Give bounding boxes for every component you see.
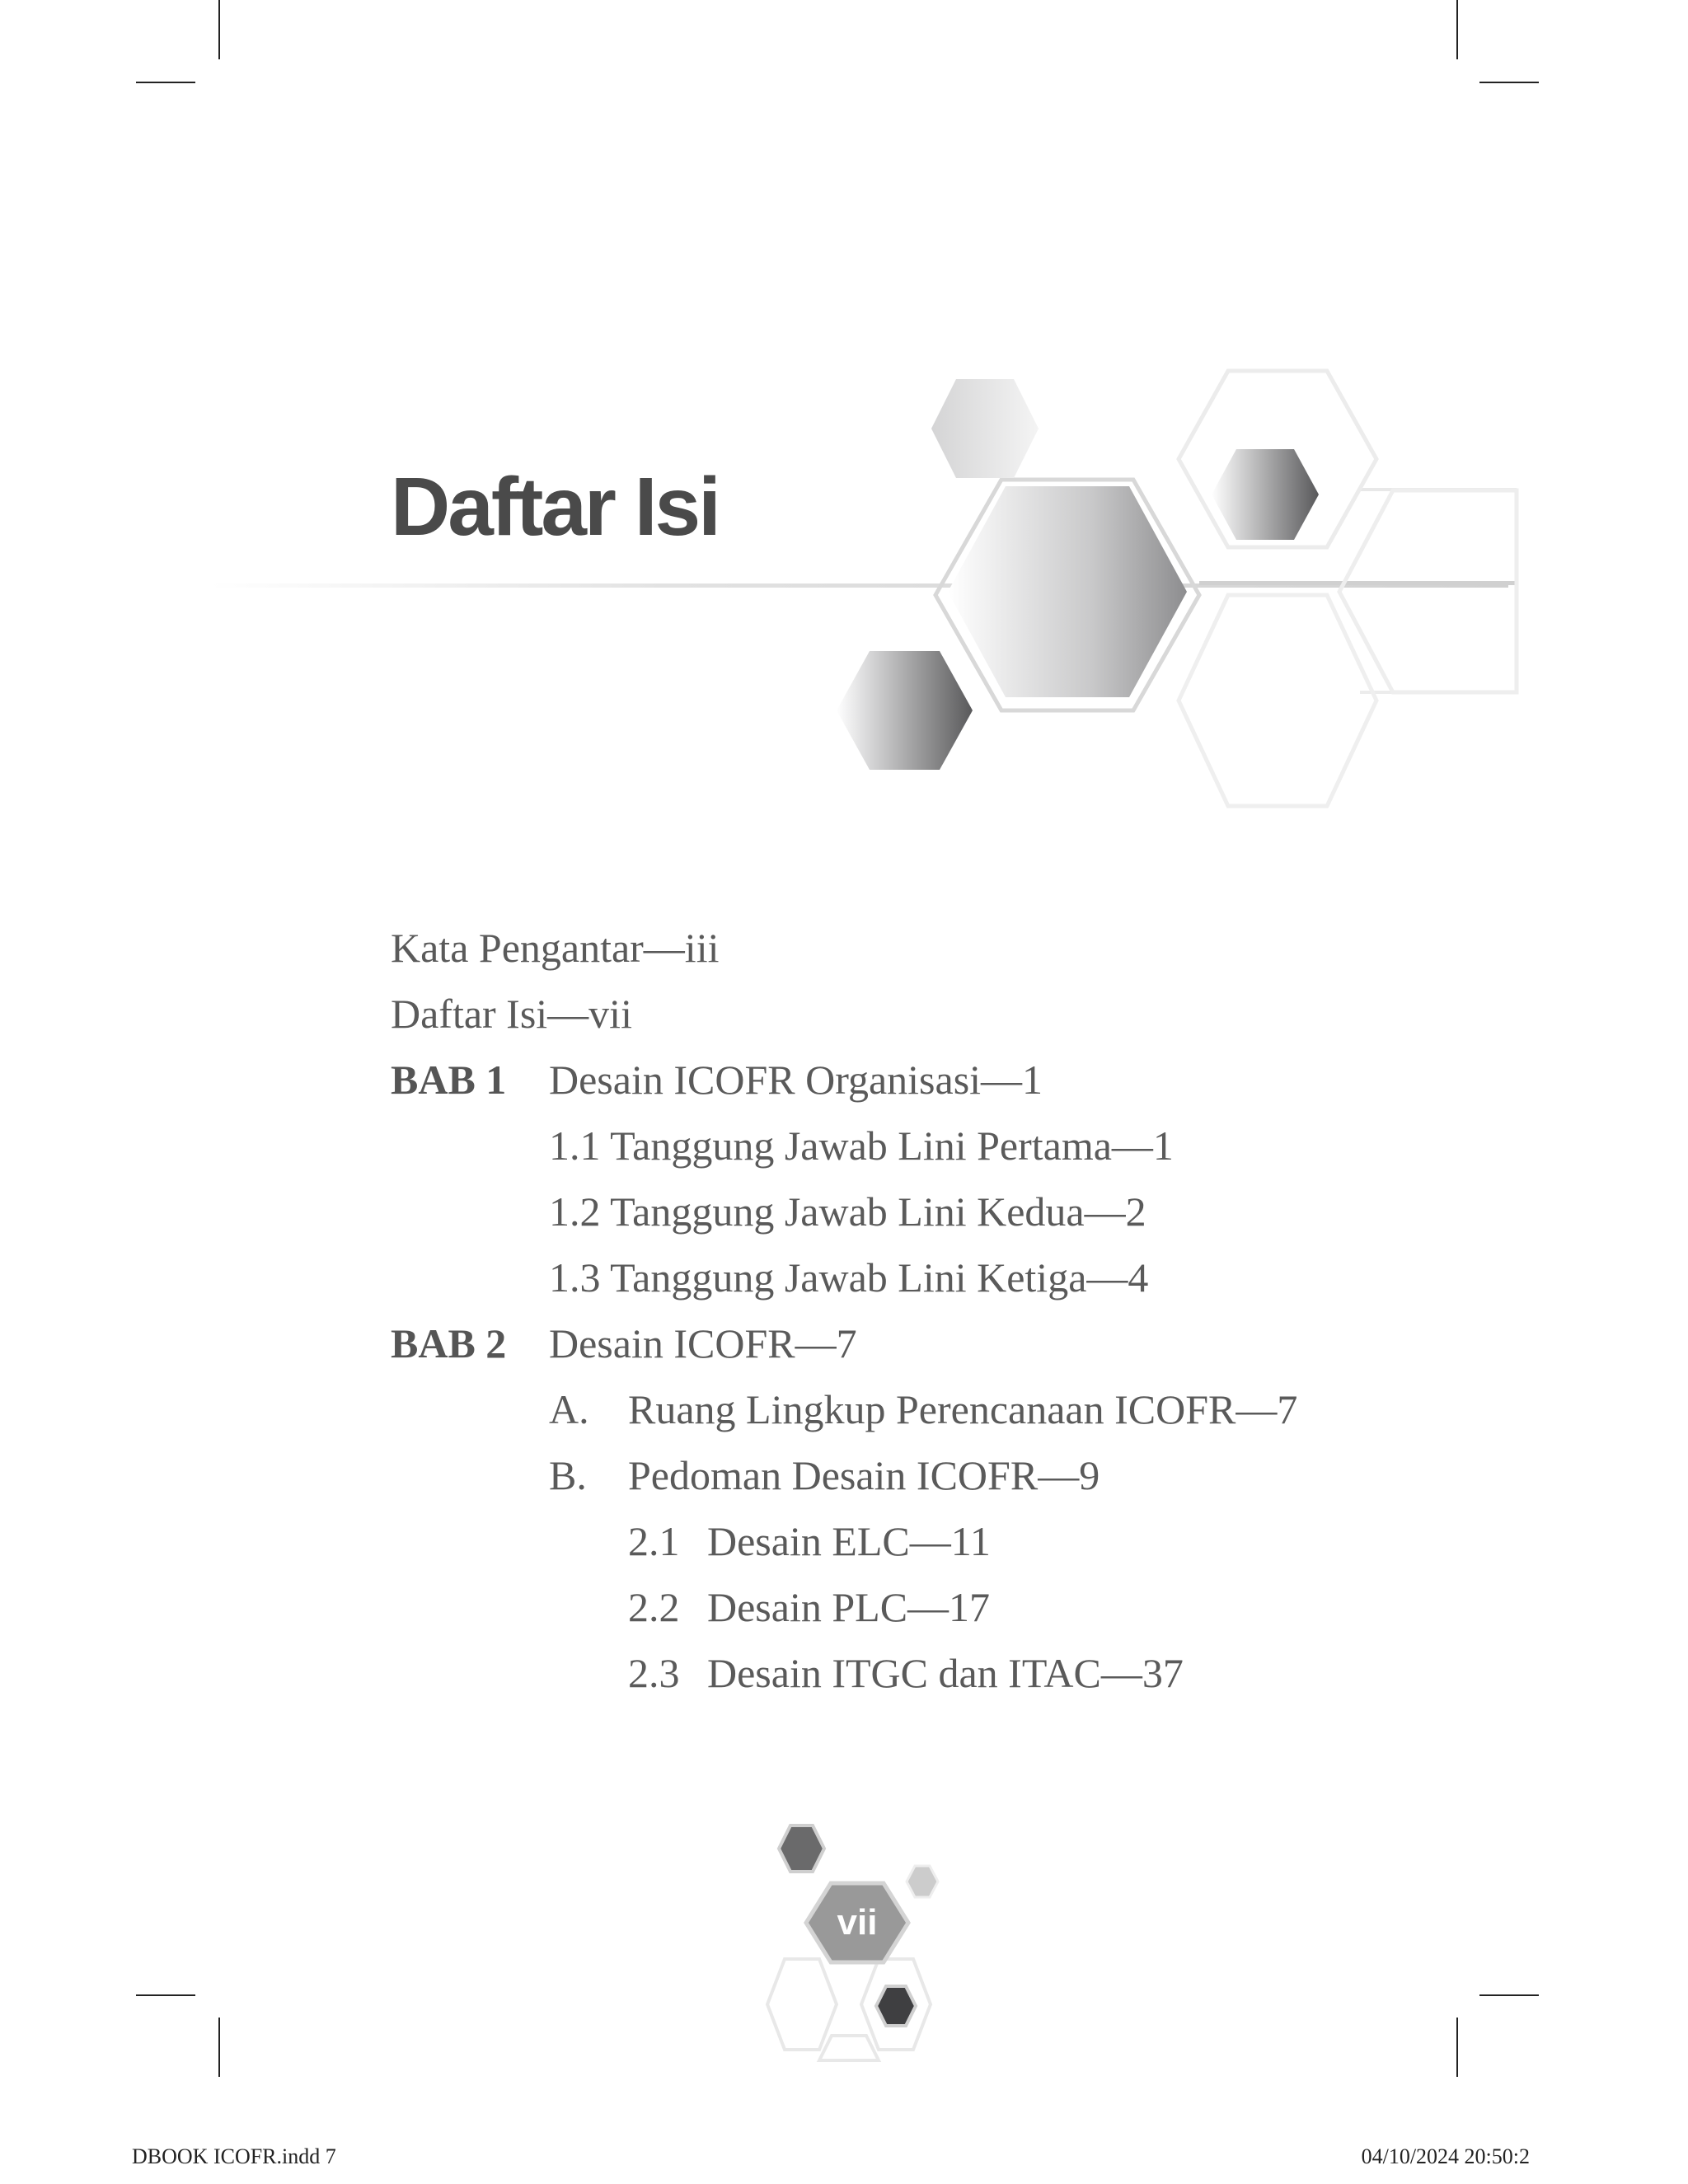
toc-entry[interactable] (549, 1253, 1148, 1302)
toc-entry[interactable] (391, 989, 632, 1038)
hexagon-outline (1339, 490, 1517, 692)
toc-entry-text: 1.2 Tanggung Jawab Lini Kedua—2 (549, 1188, 1146, 1235)
toc-entry-chapter[interactable] (391, 1055, 1043, 1104)
crop-mark-top-left-vertical (218, 0, 220, 59)
header-rule-line-right (1199, 581, 1517, 585)
toc-entry-text: Ruang Lingkup Perencanaan ICOFR—7 (628, 1386, 1298, 1432)
toc-entry[interactable] (549, 1121, 1174, 1170)
hexagon-light-small (907, 1866, 938, 1897)
toc-entry-text: Daftar Isi—vii (391, 991, 632, 1037)
section-marker: 2.1 (628, 1518, 680, 1564)
section-marker: A. (549, 1386, 589, 1432)
page-number: vii (837, 1902, 878, 1943)
slug-timestamp: 04/10/2024 20:50:2 (1361, 2144, 1530, 2168)
toc-entry[interactable] (628, 1582, 990, 1632)
hexagon-dark-bottom (876, 1986, 916, 2026)
toc-entry-text: 1.3 Tanggung Jawab Lini Ketiga—4 (549, 1254, 1149, 1301)
toc-entry-chapter[interactable] (391, 1319, 857, 1368)
hexagon-large (948, 486, 1187, 697)
crop-mark-top-right-vertical (1456, 0, 1458, 59)
crop-mark-top-right-horizontal (1479, 82, 1539, 83)
chapter-label: BAB 1 (391, 1057, 507, 1103)
toc-entry[interactable] (628, 1648, 1184, 1698)
section-marker: 2.3 (628, 1650, 680, 1696)
hexagon-dark-left (837, 651, 973, 770)
section-marker: B. (549, 1452, 587, 1498)
toc-entry-text: Kata Pengantar—iii (391, 925, 720, 971)
hexagon-outline (1179, 595, 1376, 806)
toc-entry-text: Desain ELC—11 (707, 1518, 991, 1564)
toc-entry-text: Desain PLC—17 (707, 1584, 991, 1630)
toc-entry-text: 1.1 Tanggung Jawab Lini Pertama—1 (549, 1122, 1174, 1169)
crop-mark-bottom-right-horizontal (1479, 1994, 1539, 1996)
hexagon-dark-right (1212, 449, 1319, 540)
toc-entry-text: Desain ICOFR Organisasi—1 (549, 1057, 1043, 1103)
toc-entry[interactable] (549, 1385, 1297, 1434)
toc-entry[interactable] (628, 1516, 991, 1566)
crop-mark-bottom-left-vertical (218, 2018, 220, 2077)
section-marker: 2.2 (628, 1584, 680, 1630)
toc-entry[interactable] (549, 1451, 1100, 1500)
crop-mark-top-left-horizontal (136, 82, 195, 83)
hexagon-dark-top (779, 1825, 824, 1872)
hexagon-outline (767, 1959, 837, 2050)
slug-file-name: DBOOK ICOFR.indd 7 (132, 2144, 336, 2168)
toc-entry[interactable] (549, 1187, 1146, 1236)
toc-entry-text: Desain ICOFR—7 (549, 1320, 857, 1366)
header-hexagon-decoration (0, 330, 1688, 841)
chapter-label: BAB 2 (391, 1320, 507, 1366)
crop-mark-bottom-right-vertical (1456, 2018, 1458, 2077)
toc-entry-text: Pedoman Desain ICOFR—9 (628, 1452, 1100, 1498)
crop-mark-bottom-left-horizontal (136, 1994, 195, 1996)
hexagon-light (931, 379, 1039, 478)
toc-entry[interactable] (391, 923, 720, 972)
toc-entry-text: Desain ITGC dan ITAC—37 (707, 1650, 1184, 1696)
page-title: Daftar Isi (391, 461, 719, 553)
hexagon-outline (819, 2036, 879, 2060)
